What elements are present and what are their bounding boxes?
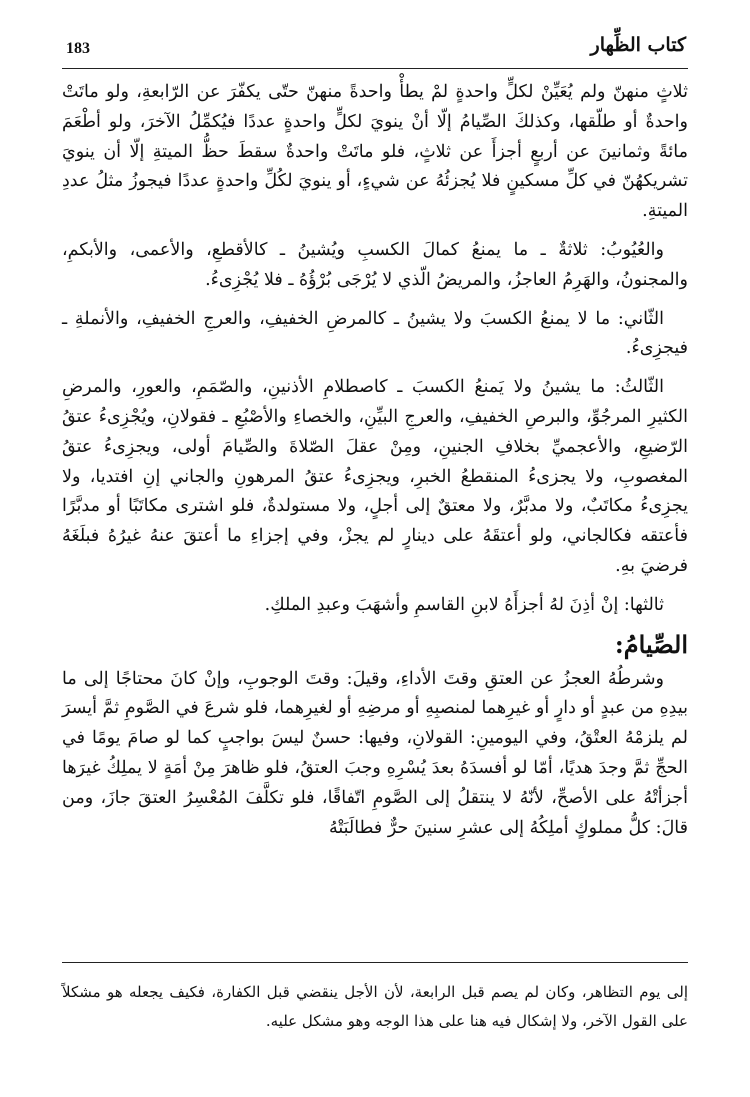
footnotes [62,978,688,1036]
page-number: 183 [66,40,90,57]
main-text [62,78,688,843]
paragraph-fasting-conditions: وشرطُهُ العجزُ عن العتقِ وقتَ الأداءِ، وقيلَ: وقتَ الوجوبِ، وإنْ كانَ محتاجًا إلى ما بيدِهِ من عبدٍ أو دارٍ أو غيرِهما لمنصبِهِ أو مرضِهِ أو لغيرِهما، فلو شرعَ في الصَّومِ ثمَّ أيسرَ لم يلزمْهُ العتْقُ، وفي اليومينِ: القولانِ، وفيها: حسنٌ ليسَ بواجبٍ كما لو صامَ يومًا في الحجِّ ثمَّ وجدَ هديًا، أمّا لو أفسدَهُ بعدَ يُسْرِهِ وجبَ العتقُ، فلو ظاهرَ مِنْ أمَةٍ لا يملِكُ غيرَها أجزأتْهُ على الأصحِّ، لأنّهُ لا ينتقلُ إلى الصَّومِ اتّفاقًا، فلو تكلَّفَ المُعْسِرُ العتقَ جازَ، ومن قالَ: كلُّ مملوكٍ أملِكُهُ إلى عشرِ سنينَ حرٌّ فطالَبَتْهُ [62,668,689,838]
page-header [62,28,688,69]
paragraph-quartet-expiation: ثلاثٍ منهنّ ولم يُعَيِّنْ لكلٍّ واحدةٍ لمْ يطأْ واحدةً منهنّ حتّى يكفّرَ عن الرّابعةِ، ولو ماتَتْ واحدةٌ أو طلّقها، وكذلكَ الصِّيامُ إلّا أنْ ينويَ لكلٍّ واحدةٍ عددًا فيُكمِّلُ الآخرَ، ولو أطْعَمَ مائةً وثمانينَ عن أربعٍ أجزأَ عن ثلاثٍ، فلو ماتَتْ واحدةٌ سقطَ حظُّ الميتةِ إلّا أن ينويَ تشريكهُنّ في كلِّ مسكينٍ فلا يُجزئُهُ عن شيءٍ، أو ينويَ لكُلِّ واحدةٍ عددًا فيجوزُ مثلُ عددِ الميتةِ. [62,82,688,222]
running-title: كتاب الظِّهار [590,34,686,56]
footnote-separator [62,962,688,963]
paragraph-defects-second: الثّاني: ما لا يمنعُ الكسبَ ولا يشينُ ـ كالمرضِ الخفيفِ، والعرجِ الخفيفِ، والأنملةِ ـ فيجزِىءُ. [62,308,688,359]
footnote-text: إلى يوم التظاهر، وكان لم يصم قبل الرابعة، لأن الأجل ينقضي قبل الكفارة، فكيف يجعله هو مشكلاً على القول الآخر، ولا إشكال فيه هنا على هذا الوجه وهو مشكل عليه. [62,983,689,1030]
paragraph-third-opinion: ثالثها: إنْ أذِنَ لهُ أجزأَهُ لابنِ القاسمِ وأشهَبَ وعبدِ الملكِ. [264,594,664,615]
paragraph-defects-third: الثّالثُ: ما يشينُ ولا يَمنعُ الكسبَ ـ كاصطلامِ الأذنينِ، والصّمَمِ، والعورِ، والمرضِ الكثيرِ المرجُوِّ، والبرصِ الخفيفِ، والعرجِ البيِّنِ، والخصاءِ والأصْبُعِ ـ فقولانِ، ويُجْزِىءُ عتقُ الرّضيعِ، والأعجميِّ بخلافِ الجنينِ، ومِنْ عقلَ الصّلاةَ والصِّيامَ أولى، ويجزِىءُ عتقُ المغصوبِ، ولا يجزىءُ المنقطعُ الخبرِ، ويجزِىءُ عتقُ المرهونِ والجاني إنِ افتديا، ولا يجزِىءُ مكاتَبٌ، ولا مدبَّرٌ، ولا معتقٌ إلى أجلٍ، ولا مستولدةٌ، فلو اشترى مكاتَبًا أو مدبَّرًا فأعتقه فكالجاني، ولو أعتقَهُ على دينارٍ لم يجزْ، وفي إجزاءِ ما أعتقَ عنهُ غيرُهُ فبلَغَهُ فرضيَ بهِ. [62,377,688,576]
section-heading-fasting: الصِّيامُ: [614,629,688,659]
paragraph-defects-first: والعُيُوبُ: ثلاثةٌ ـ ما يمنعُ كمالَ الكسبِ ويُشينُ ـ كالأقطعِ، والأعمى، والأبكمِ، والمجنونُ، والهَرِمُ العاجزُ، والمريضُ الّذي لا يُرْجَى بُرْؤُهُ ـ فلا يُجْزِىءُ. [62,239,688,290]
